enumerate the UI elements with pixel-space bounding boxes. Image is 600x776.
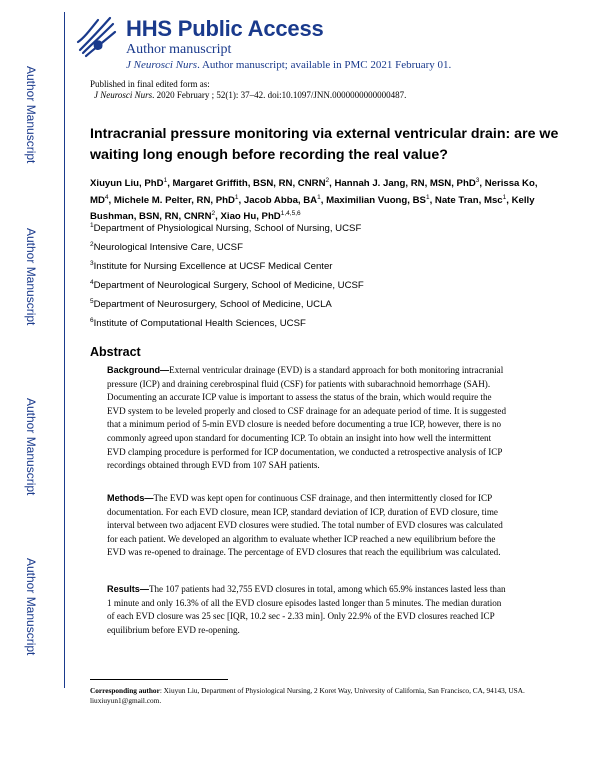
citation-details: . 2020 February ; 52(1): 37–42. doi:10.1097/JNN.0000000000000487. [152,90,407,100]
hhs-eagle-logo-icon [74,12,118,60]
side-label-author-manuscript: Author Manuscript [24,228,38,326]
author: Nerissa Ko, $MD^4$, [90,178,538,206]
results-lead: Results— [107,584,149,594]
author: Kelly Bushman, BSN, RN, CNRN$^2$, [90,194,535,223]
abstract-results [107,583,507,637]
author: Xiuyun Liu, PhD$^1$, [90,177,173,190]
background-lead: Background— [107,365,170,375]
author: Margaret Griffith, BSN, RN, CNRN$^2$, [172,177,335,190]
author: Hannah J. Jang, RN, MSN, PhD$^3$, [334,177,485,190]
corresponding-author-footnote [90,686,560,707]
affiliation: $^6$Institute of Computational Health Sciences, UCSF [90,317,306,330]
abstract-methods [107,492,507,560]
affiliation: $^4$Department of Neurological Surgery, School of Medicine, UCSF [90,279,364,292]
abstract-heading: Abstract [90,345,141,359]
journal-availability-line [126,59,451,71]
author-list [90,174,560,223]
author: Jacob Abba, $BA^1$, [243,193,327,206]
footnote-label: Corresponding author [90,686,160,695]
hhs-public-access-title: HHS Public Access [126,16,324,41]
affiliation: $^5$Department of Neurosurgery, School of Medicine, UCLA [90,298,332,311]
citation-journal: J Neurosci Nurs [94,90,153,100]
author: Xiao Hu, PhD$^{1,4,5,6}$ [220,209,301,223]
affiliation: $^2$Neurological Intensive Care, UCSF [90,241,243,254]
abstract-background [107,364,507,473]
results-text: The 107 patients had 32,755 EVD closures in total, among which 65.9% instances lasted less than 1 minute and only 16.3% of all the EVD closure episodes lasted longer than 5 minutes. The median duration of each EVD closure was 25 sec [IQR, 10.2 sec - 2.33 min]. Only 22.9% of the EVD closures reached ICP equilibrium before EVD re-opening. [107,584,506,635]
citation [94,90,406,100]
article-title: Intracranial pressure monitoring via external ventricular drain: are we waiting long enough before recording the real value? [90,126,559,163]
author: Nate Tran, Msc$^1$, [434,193,512,206]
footnote-text: : Xiuyun Liu, Department of Physiological Nursing, 2 Koret Way, University of California, San Francisco, CA, 94143, USA. liuxiuyun1@gmail.com. [90,686,525,706]
author-manuscript-subtitle: Author manuscript [126,42,232,57]
background-text: External ventricular drainage (EVD) is a standard approach for both monitoring intracranial pressure (ICP) and draining cerebrospinal fluid (CSF) for patients with subarachnoid hemorrhage (SAH). Documenting an accurate ICP value is important to assess the status of the brain, which would require the EVD system to be leveled properly and closed to CSF drainage for an adequate period of time. It is suggested that a minimum period of 5-min EVD closure is needed before documenting a true ICP, however, there is no commonly agreed upon standard for documenting ICP. To obtain an insight into how well the intermittent EVD clamping procedure is performed for ICP documentation, we conducted a retrospective analysis of ICP recordings obtained through EVD from 107 SAH patients. [107,365,507,471]
side-label-author-manuscript: Author Manuscript [24,66,38,164]
availability-text: . Author manuscript; available in PMC 2021 February 01. [197,59,452,71]
margin-rule [64,12,65,688]
methods-text: The EVD was kept open for continuous CSF drainage, and then intermittently closed for ICP documentation. For each EVD closure, mean ICP, standard deviation of ICP, duration of EVD closure, time interval between two adjacent EVD closures were studied. The total number of EVD closures was calculated for each patient. We developed an algorithm to evaluate whether ICP reached a new equilibrium before the EVD was re-opened to drainage. The percentage of EVD closures that reach the equilibrium was calculated. [107,493,503,558]
author: Maximilian Vuong, $BS^1$, [326,193,435,206]
side-label-author-manuscript: Author Manuscript [24,398,38,496]
author: Michele M. Pelter, RN, PhD$^1$, [113,193,244,206]
affiliation: $^1$Department of Physiological Nursing, School of Nursing, UCSF [90,222,362,235]
footnote-rule [90,679,228,680]
side-label-author-manuscript: Author Manuscript [24,558,38,656]
affiliation: $^3$Institute for Nursing Excellence at UCSF Medical Center [90,260,333,273]
journal-name: J Neurosci Nurs [126,59,198,71]
methods-lead: Methods— [107,493,154,503]
published-label: Published in final edited form as: [90,79,210,89]
